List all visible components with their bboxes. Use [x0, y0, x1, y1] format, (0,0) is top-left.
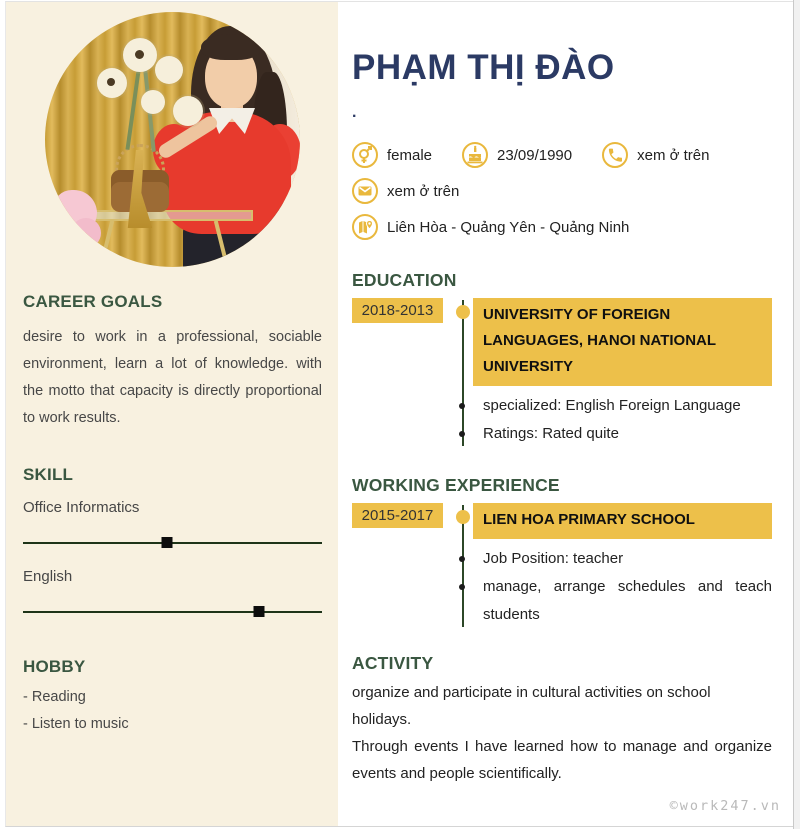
- education-school: UNIVERSITY OF FOREIGN LANGUAGES, HANOI NATIONAL UNIVERSITY: [473, 298, 772, 386]
- activity-paragraph: organize and participate in cultural activities on school holidays.: [352, 684, 711, 728]
- skill-item: [23, 568, 322, 613]
- skill-heading: SKILL: [23, 465, 74, 484]
- cv-document: [5, 1, 793, 827]
- skill-section: [23, 465, 322, 613]
- timeline-dot: [456, 510, 470, 524]
- birthday-value: 23/09/1990: [497, 146, 573, 164]
- skill-slider: [23, 542, 322, 544]
- experience-content: [473, 503, 772, 629]
- experience-bullets: [473, 545, 772, 629]
- education-timeline: [352, 298, 772, 448]
- skill-slider-handle[interactable]: [161, 537, 172, 548]
- education-period-col: [352, 298, 453, 448]
- profile-photo: [45, 12, 300, 267]
- experience-bullet: manage, arrange schedules and teach students: [473, 573, 772, 629]
- address-value: Liên Hòa - Quảng Yên - Quảng Ninh: [387, 218, 630, 236]
- hobby-item: - Listen to music: [23, 716, 129, 732]
- candidate-name: PHẠM THỊ ĐÀO: [352, 48, 615, 87]
- photo-flower-center: [107, 78, 115, 86]
- activity-heading: ACTIVITY: [352, 653, 434, 673]
- contact-gender: [352, 142, 432, 168]
- experience-bullet: Job Position: teacher: [473, 545, 772, 573]
- experience-timeline: [352, 503, 772, 629]
- skill-item: [23, 499, 322, 544]
- sidebar: [6, 2, 338, 826]
- contact-phone: [602, 142, 709, 168]
- skill-label: English: [23, 568, 73, 585]
- skill-label: Office Informatics: [23, 499, 140, 516]
- career-goals-heading: CAREER GOALS: [23, 292, 163, 311]
- photo-glass-table: [85, 210, 253, 221]
- candidate-subtitle: .: [352, 104, 357, 121]
- photo-hair-fringe: [201, 34, 261, 60]
- gender-icon: [352, 142, 378, 168]
- timeline-line: [462, 300, 464, 446]
- photo-pink-flower: [71, 218, 101, 248]
- contact-row: [352, 178, 772, 204]
- experience-period-badge: 2015-2017: [352, 503, 443, 528]
- skill-slider-handle[interactable]: [254, 606, 265, 617]
- experience-heading: WORKING EXPERIENCE: [352, 475, 560, 495]
- birthday-icon: [462, 142, 488, 168]
- photo-white-flower: [141, 90, 165, 114]
- contact-email: [352, 178, 459, 204]
- hobby-item: - Reading: [23, 689, 86, 705]
- photo-flower-center: [135, 50, 144, 59]
- email-value: xem ở trên: [387, 182, 460, 200]
- phone-icon: [602, 142, 628, 168]
- photo-white-flower: [173, 96, 203, 126]
- contact-row: [352, 214, 772, 240]
- experience-company: LIEN HOA PRIMARY SCHOOL: [473, 503, 772, 539]
- gender-value: female: [387, 146, 433, 164]
- education-bullet: specialized: English Foreign Language: [473, 392, 772, 420]
- timeline-line-col: [453, 503, 473, 629]
- hobby-heading: HOBBY: [23, 657, 86, 676]
- career-goals-text: desire to work in a professional, sociable environment, learn a lot of knowledge. with the motto that capacity is directly proportional to work results.: [23, 329, 322, 426]
- activity-section: [352, 653, 772, 787]
- contact-info: [352, 142, 772, 240]
- experience-period-col: [352, 503, 453, 629]
- photo-white-flower: [155, 56, 183, 84]
- phone-value: xem ở trên: [637, 146, 710, 164]
- timeline-dot: [456, 305, 470, 319]
- education-period-badge: 2018-2013: [352, 298, 443, 323]
- education-bullet: Ratings: Rated quite: [473, 420, 772, 448]
- contact-row: [352, 142, 772, 168]
- skill-slider: [23, 611, 322, 613]
- email-icon: [352, 178, 378, 204]
- hobby-list: [23, 689, 322, 733]
- experience-section: [352, 475, 772, 629]
- education-heading: EDUCATION: [352, 270, 457, 290]
- career-goals-section: [23, 292, 322, 432]
- photo-flower-stem: [125, 70, 140, 150]
- main-content: [338, 2, 793, 826]
- education-section: [352, 270, 772, 448]
- watermark: ©work247.vn: [669, 798, 781, 814]
- location-icon: [352, 214, 378, 240]
- education-content: [473, 298, 772, 448]
- education-bullets: [473, 392, 772, 448]
- timeline-line-col: [453, 298, 473, 448]
- page-right-edge: [793, 0, 800, 829]
- hobby-section: [23, 657, 322, 733]
- contact-address: [352, 214, 629, 240]
- contact-birthday: [462, 142, 572, 168]
- activity-paragraph: Through events I have learned how to manage and organize events and people scientifically.: [352, 738, 772, 782]
